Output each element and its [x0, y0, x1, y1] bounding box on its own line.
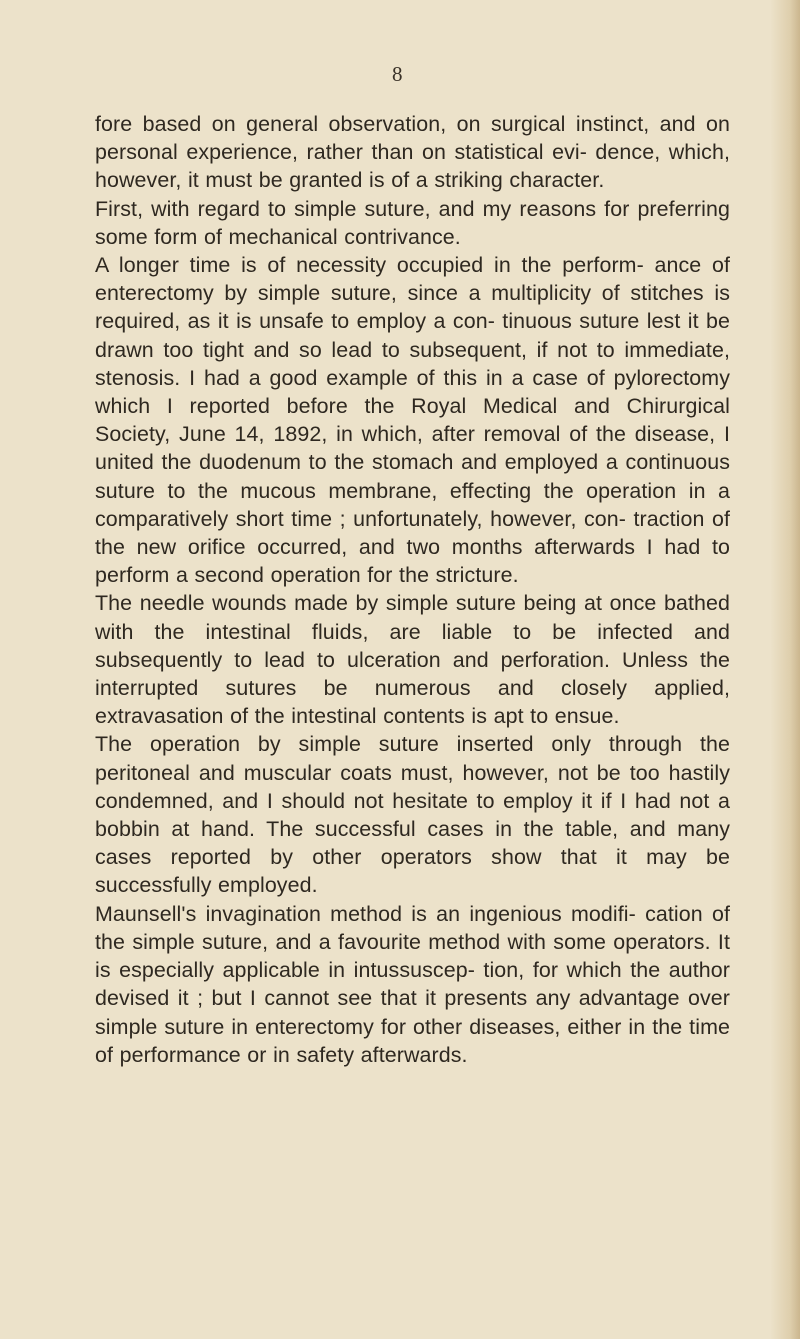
paragraph-needle-wounds: The needle wounds made by simple suture being at once bathed with the intestinal fluids, are liable to be infected and subsequently to lead to ulceration and perforation. Unless the interrupted sutures be numerous and closely applied, extravasation of the intestinal contents is apt to ensue. — [95, 591, 730, 729]
paragraph-continuation: fore based on general observation, on surgical instinct, and on personal experience, rather than on statistical evi- dence, which, however, it must be granted is of a striking character. — [95, 112, 730, 193]
paragraph-simple-suture-intro: First, with regard to simple suture, and my reasons for preferring some form of mechanical contrivance. — [95, 196, 730, 249]
body-text — [95, 110, 730, 1069]
paragraph-peritoneal-suture: The operation by simple suture inserted only through the peritoneal and muscular coats must, however, not be too hastily condemned, and I should not hesitate to employ it if I had not a bobbin at hand. The successful cases in the table, and many cases reported by other operators show that it may be successfully employed. — [95, 732, 730, 898]
page-number: 8 — [392, 62, 403, 86]
paragraph-maunsell-method: Maunsell's invagination method is an ingenious modifi- cation of the simple suture, and a favourite method with some operators. It is especially applicable in intussuscep- tion, for which the author devised it ; but I cannot see that it presents any advantage over simple suture in enterectomy for other diseases, either in the time of performance or in safety afterwards. — [95, 901, 730, 1067]
paragraph-enterectomy-time: A longer time is of necessity occupied in the perform- ance of enterectomy by simple suture, since a multiplicity of stitches is required, as it is unsafe to employ a con- tinuous suture lest it be drawn too tight and so lead to subsequent, if not to immediate, stenosis. I had a good example of this in a case of pylorectomy which I reported before the Royal Medical and Chirurgical Society, June 14, 1892, in which, after removal of the disease, I united the duodenum to the stomach and employed a continuous suture to the mucous membrane, effecting the operation in a comparatively short time ; unfortunately, however, con- traction of the new orifice occurred, and two months afterwards I had to perform a second operation for the stricture. — [95, 253, 730, 588]
